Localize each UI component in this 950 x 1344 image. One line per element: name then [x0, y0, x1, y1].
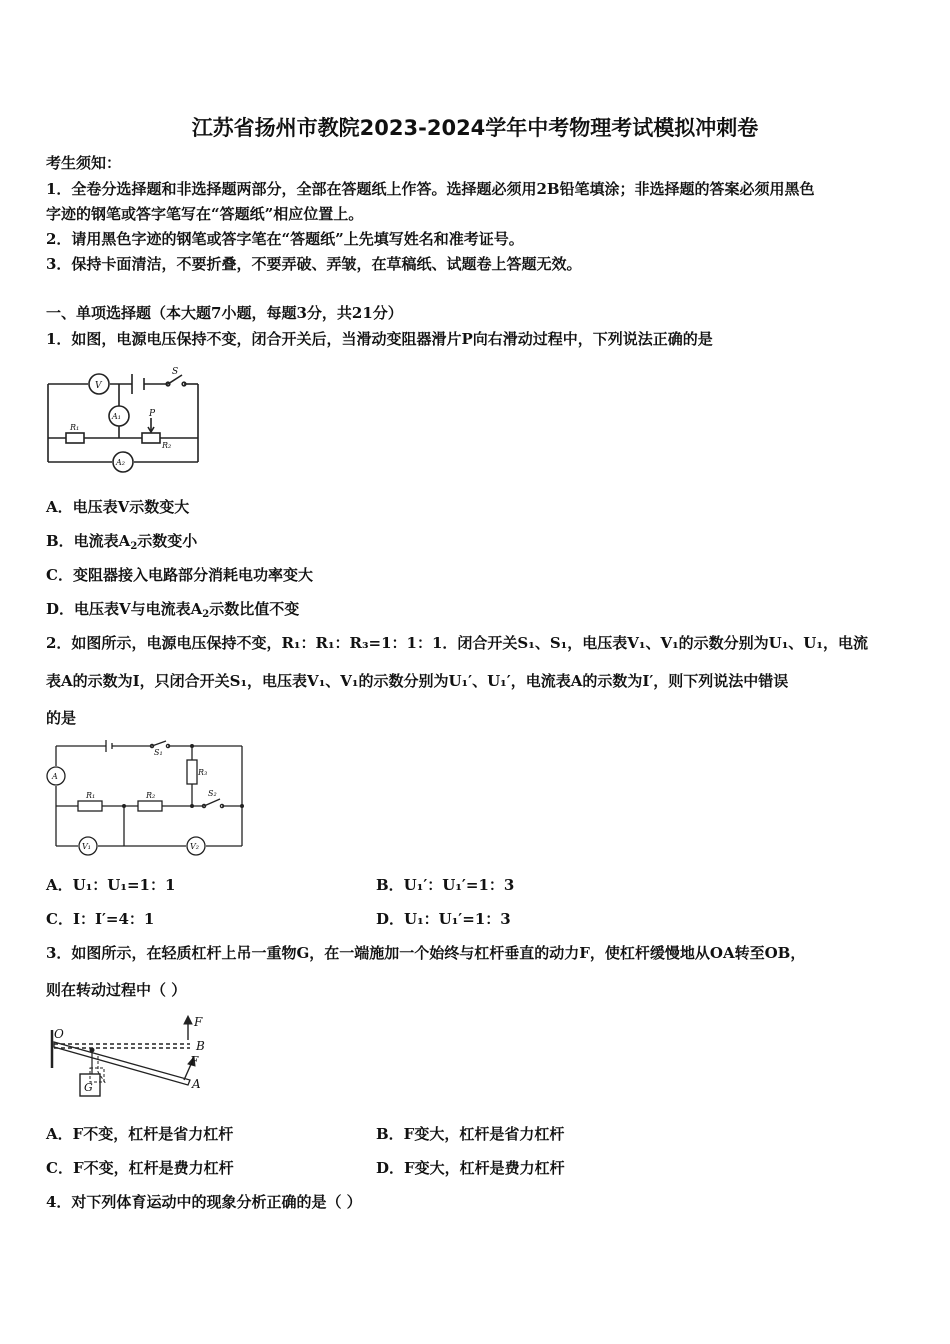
notice-item: 1．全卷分选择题和非选择题两部分，全部在答题纸上作答。选择题必须用2B铅笔填涂；非选择题的答案必须用黑色 [46, 180, 815, 198]
notice-item: 2．请用黑色字迹的钢笔或答字笔在“答题纸”上先填写姓名和准考证号。 [46, 230, 524, 248]
q1-option-b: B．电流表$A_2$示数变小 [46, 532, 198, 552]
q1-p-label: P [149, 409, 156, 419]
q2-option-b: B．U₁′：U₁′=1：3 [376, 876, 515, 894]
q1-v-label: V [95, 381, 102, 391]
q2-s2-label: S₂ [208, 789, 217, 798]
q1-a1-label: A₁ [112, 412, 121, 421]
q3-o-label: O [54, 1027, 64, 1041]
q1-circuit-figure [44, 362, 204, 474]
q3-b-label: B [196, 1039, 205, 1053]
notice-heading: 考生须知： [46, 154, 122, 172]
q2-stem-line2: 表A的示数为I，只闭合开关S₁，电压表V₁、V₁的示数分别为U₁′、U₁′，电流表A的示数为I′，则下列说法中错误 [46, 672, 789, 690]
q3-option-d: D．F变大，杠杆是费力杠杆 [376, 1159, 565, 1177]
q1-option-d: D．电压表V与电流表$A_2$示数比值不变 [46, 600, 300, 620]
q4-stem: 4．对下列体育运动中的现象分析正确的是（ ） [46, 1193, 362, 1211]
q2-s1-label: S₁ [154, 748, 163, 757]
q2-circuit-figure [44, 738, 249, 860]
q2-option-c: C．I：I′=4：1 [46, 910, 155, 928]
notice-item: 字迹的钢笔或答字笔写在“答题纸”相应位置上。 [46, 205, 364, 223]
q3-stem-line2: 则在转动过程中（ ） [46, 981, 187, 999]
q1-a2-label: A₂ [116, 458, 125, 467]
q1-stem: 1．如图，电源电压保持不变，闭合开关后，当滑动变阻器滑片P向右滑动过程中，下列说法正确的是 [46, 330, 713, 348]
q1-r1-label: R₁ [70, 423, 80, 432]
q3-g-label: G [84, 1081, 93, 1094]
q1-s-label: S [172, 367, 179, 377]
q3-lever-figure [44, 1010, 214, 1105]
page-title: 江苏省扬州市教院2023-2024学年中考物理考试模拟冲刺卷 [191, 116, 759, 140]
q3-stem-line1: 3．如图所示，在轻质杠杆上吊一重物G，在一端施加一个始终与杠杆垂直的动力F，使杠杆缓慢地从OA转至OB， [46, 944, 806, 962]
q1-r2-label: R₂ [162, 441, 172, 450]
section-heading: 一、单项选择题（本大题7小题，每题3分，共21分） [46, 304, 403, 322]
q3-option-a: A．F不变，杠杆是省力杠杆 [46, 1125, 234, 1143]
q2-r2-label: R₂ [146, 791, 156, 800]
q2-v2-label: V₂ [190, 842, 199, 851]
q3-option-b: B．F变大，杠杆是省力杠杆 [376, 1125, 565, 1143]
q2-r3-label: R₃ [198, 768, 208, 777]
q1-option-a: A．电压表V示数变大 [46, 498, 190, 516]
q3-option-c: C．F不变，杠杆是费力杠杆 [46, 1159, 234, 1177]
q2-stem-line3: 的是 [46, 709, 77, 727]
notice-item: 3．保持卡面清洁，不要折叠，不要弄破、弄皱，在草稿纸、试题卷上答题无效。 [46, 255, 582, 273]
q2-v1-label: V₁ [82, 842, 91, 851]
q2-stem-line1: 2．如图所示，电源电压保持不变，R₁：R₁：R₃=1：1：1．闭合开关S₁、S₁，电压表V₁、V₁的示数分别为U₁、U₁，电流 [46, 634, 868, 652]
q2-option-d: D．U₁：U₁′=1：3 [376, 910, 511, 928]
q3-f-top-label: F [194, 1015, 203, 1029]
q3-a-label: A [192, 1077, 201, 1091]
q2-option-a: A．U₁：U₁=1：1 [46, 876, 176, 894]
q3-f-low-label: F [190, 1054, 199, 1068]
q1-option-c: C．变阻器接入电路部分消耗电功率变大 [46, 566, 313, 584]
q2-a-label: A [52, 772, 58, 781]
q2-r1-label: R₁ [86, 791, 96, 800]
